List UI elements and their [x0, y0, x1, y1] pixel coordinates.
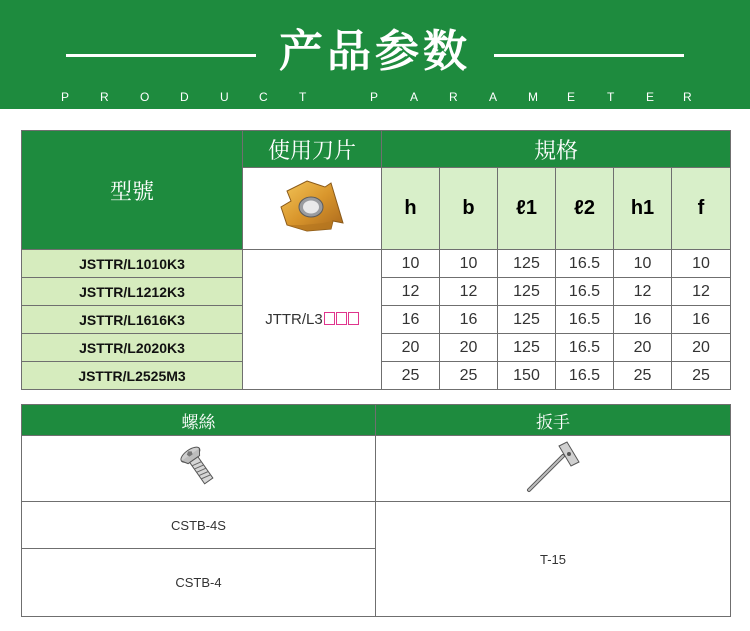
insert-header: 使用刀片: [243, 131, 382, 168]
value-cell: 20: [614, 334, 672, 362]
subtitle-letter: U: [220, 90, 229, 104]
spec-header: 規格: [382, 131, 731, 168]
column-header-h: h: [382, 168, 440, 250]
subtitle-letter: R: [449, 90, 458, 104]
column-header-l1: ℓ1: [498, 168, 556, 250]
insert-image-cell: [243, 168, 382, 250]
screw-code-cell: CSTB-4: [22, 549, 376, 617]
value-cell: 12: [440, 278, 498, 306]
value-cell: 10: [440, 250, 498, 278]
value-cell: 25: [440, 362, 498, 390]
value-cell: 20: [382, 334, 440, 362]
subtitle-letter: E: [646, 90, 655, 104]
wrench-header: 扳手: [376, 405, 731, 436]
insert-code-cell: [243, 250, 382, 390]
value-cell: 25: [614, 362, 672, 390]
model-cell: JSTTR/L1616K3: [22, 306, 243, 334]
value-cell: 16: [440, 306, 498, 334]
column-header-l2: ℓ2: [556, 168, 614, 250]
value-cell: 12: [672, 278, 731, 306]
value-cell: 16.5: [556, 334, 614, 362]
subtitle-letter: R: [683, 90, 692, 104]
value-cell: 125: [498, 306, 556, 334]
wrench-code-cell: T-15: [376, 502, 731, 617]
value-cell: 10: [614, 250, 672, 278]
value-cell: 150: [498, 362, 556, 390]
model-cell: JSTTR/L1212K3: [22, 278, 243, 306]
insert-code: JTTR/L3: [265, 311, 323, 328]
subtitle-letter: T: [607, 90, 615, 104]
column-header-b: b: [440, 168, 498, 250]
screw-icon: [179, 444, 219, 490]
value-cell: 10: [382, 250, 440, 278]
table-row: [22, 250, 731, 278]
model-cell: JSTTR/L2020K3: [22, 334, 243, 362]
subtitle-letter: O: [140, 90, 150, 104]
model-header: 型號: [22, 131, 243, 250]
subtitle-letter: R: [100, 90, 109, 104]
placeholder-box: [324, 312, 335, 325]
accessories-table: [21, 404, 731, 617]
value-cell: 125: [498, 334, 556, 362]
subtitle-letter: A: [489, 90, 498, 104]
value-cell: 16.5: [556, 362, 614, 390]
value-cell: 25: [382, 362, 440, 390]
placeholder-box: [348, 312, 359, 325]
value-cell: 20: [440, 334, 498, 362]
column-header-h1: h1: [614, 168, 672, 250]
subtitle-letter: P: [370, 90, 379, 104]
value-cell: 25: [672, 362, 731, 390]
screw-code-cell: CSTB-4S: [22, 502, 376, 549]
value-cell: 16.5: [556, 306, 614, 334]
value-cell: 16: [614, 306, 672, 334]
model-cell: JSTTR/L1010K3: [22, 250, 243, 278]
value-cell: 125: [498, 278, 556, 306]
column-header-f: f: [672, 168, 731, 250]
subtitle-letter: E: [567, 90, 576, 104]
model-cell: JSTTR/L2525M3: [22, 362, 243, 390]
insert-icon: [273, 177, 351, 237]
value-cell: 16: [672, 306, 731, 334]
value-cell: 12: [382, 278, 440, 306]
subtitle-letter: M: [528, 90, 538, 104]
screw-image-cell: [22, 436, 376, 502]
placeholder-box: [336, 312, 347, 325]
subtitle-product-parameter: [0, 88, 750, 106]
subtitle-letter: D: [180, 90, 189, 104]
screw-header: 螺絲: [22, 405, 376, 436]
subtitle-letter: P: [61, 90, 70, 104]
subtitle-letter: A: [410, 90, 419, 104]
value-cell: 16.5: [556, 250, 614, 278]
header-banner: [0, 0, 750, 109]
page-title: 产品参数: [279, 26, 471, 77]
value-cell: 20: [672, 334, 731, 362]
value-cell: 16: [382, 306, 440, 334]
value-cell: 12: [614, 278, 672, 306]
wrench-image-cell: [376, 436, 731, 502]
parameter-table: [21, 130, 731, 390]
value-cell: 10: [672, 250, 731, 278]
wrench-icon: [523, 440, 583, 494]
subtitle-letter: T: [299, 90, 307, 104]
value-cell: 125: [498, 250, 556, 278]
value-cell: 16.5: [556, 278, 614, 306]
subtitle-letter: C: [259, 90, 268, 104]
